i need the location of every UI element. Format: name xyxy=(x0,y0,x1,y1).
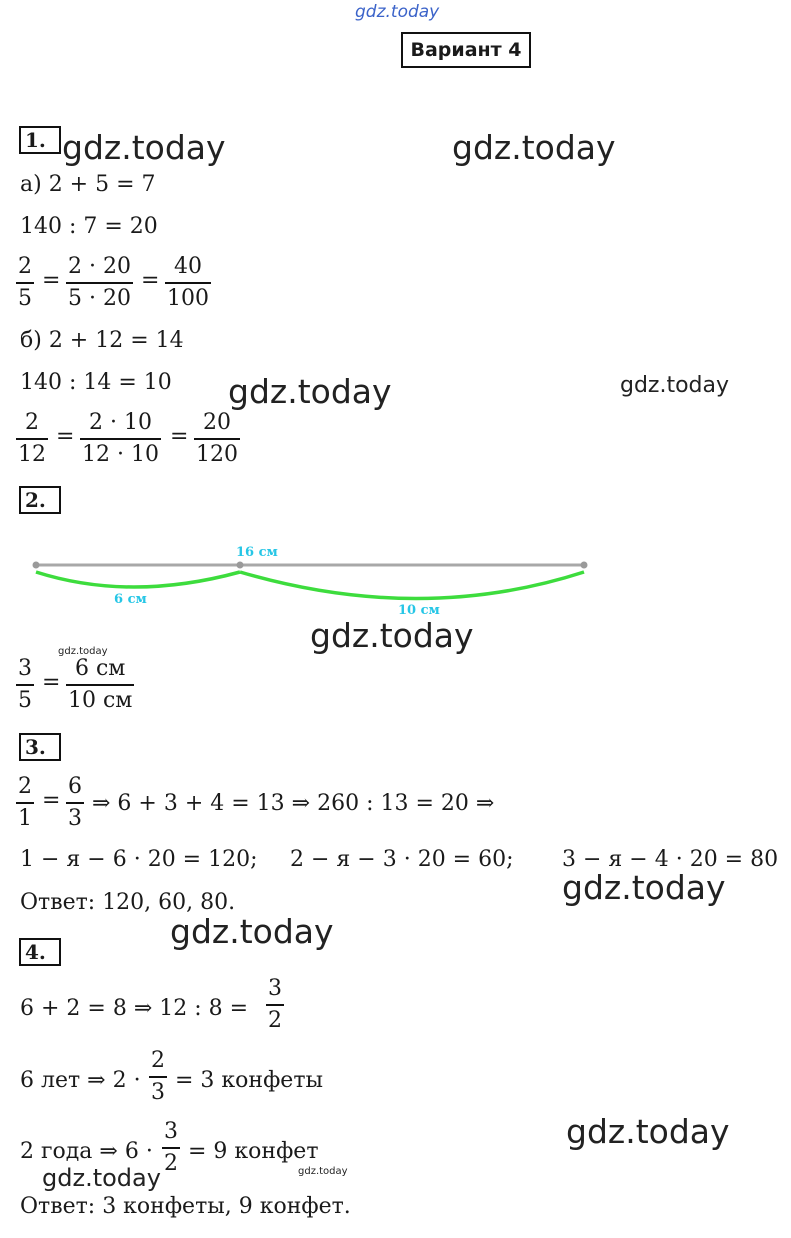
watermark: gdz.today xyxy=(310,616,474,655)
equals-sign: = xyxy=(170,424,189,449)
numerator: 2 xyxy=(18,254,32,279)
label-total: 16 см xyxy=(236,545,278,560)
numerator: 2 · 20 xyxy=(68,254,131,279)
watermark: gdz.today xyxy=(228,372,392,411)
task-1b-fraction-3 xyxy=(194,412,240,466)
task-1a-fraction-2 xyxy=(66,256,133,310)
numerator: 2 xyxy=(25,410,39,435)
variant-title: Вариант 4 xyxy=(401,32,531,68)
task-1b-division: 140 : 14 = 10 xyxy=(20,370,172,395)
denominator: 5 xyxy=(16,282,34,310)
denominator: 120 xyxy=(194,438,240,466)
task-3-number: 3. xyxy=(19,733,61,761)
denominator: 2 xyxy=(266,1004,284,1032)
task-1b-fraction-1 xyxy=(16,412,48,466)
task-1a-fraction-1 xyxy=(16,256,34,310)
task-1b-fraction-2 xyxy=(80,412,161,466)
watermark: gdz.today xyxy=(562,868,726,907)
task-3-part-1: 1 − я − 6 · 20 = 120; xyxy=(20,847,258,872)
equals-sign: = xyxy=(56,424,75,449)
watermark: gdz.today xyxy=(58,646,108,657)
task-1b-sum: б) 2 + 12 = 14 xyxy=(20,328,184,353)
watermark: gdz.today xyxy=(42,1164,161,1192)
task-4-line-2-pre: 6 лет ⇒ 2 · xyxy=(20,1068,141,1093)
task-3-fraction-1 xyxy=(16,776,34,830)
watermark: gdz.today xyxy=(620,373,730,398)
denominator: 2 xyxy=(162,1147,180,1175)
task-4-line-3-pre: 2 года ⇒ 6 · xyxy=(20,1139,153,1164)
task-4-answer: Ответ: 3 конфеты, 9 конфет. xyxy=(20,1194,351,1219)
task-2-fraction-1 xyxy=(16,658,34,712)
numerator: 6 xyxy=(68,774,82,799)
numerator: 2 · 10 xyxy=(88,410,152,435)
denominator: 10 см xyxy=(66,684,134,712)
denominator: 12 · 10 xyxy=(80,438,161,466)
segment-endpoint xyxy=(33,562,40,569)
numerator: 3 xyxy=(268,976,282,1001)
task-4-line-1-fraction xyxy=(266,978,284,1032)
task-4-number: 4. xyxy=(19,938,61,966)
task-2-number: 2. xyxy=(19,486,61,514)
arc-right xyxy=(240,572,584,599)
task-3-part-3: 3 − я − 4 · 20 = 80 xyxy=(562,847,779,872)
label-right: 10 см xyxy=(398,603,440,618)
task-4-line-3-fraction xyxy=(162,1121,180,1175)
numerator: 6 см xyxy=(74,656,126,681)
task-2-fraction-2 xyxy=(66,658,134,712)
label-left: 6 см xyxy=(114,592,147,607)
numerator: 20 xyxy=(203,410,231,435)
task-3-part-2: 2 − я − 3 · 20 = 60; xyxy=(290,847,514,872)
task-4-line-3-post: = 9 конфет xyxy=(188,1139,319,1164)
equals-sign: = xyxy=(42,788,61,813)
task-3-fraction-2 xyxy=(66,776,84,830)
segment-endpoint xyxy=(581,562,588,569)
numerator: 40 xyxy=(174,254,202,279)
equals-sign: = xyxy=(141,268,160,293)
denominator: 5 · 20 xyxy=(66,282,133,310)
denominator: 12 xyxy=(16,438,48,466)
task-4-line-1: 6 + 2 = 8 ⇒ 12 : 8 = xyxy=(20,996,249,1021)
denominator: 1 xyxy=(16,802,34,830)
numerator: 3 xyxy=(164,1119,178,1144)
task-1-number: 1. xyxy=(19,126,61,154)
equals-sign: = xyxy=(42,670,61,695)
watermark: gdz.today xyxy=(170,912,334,951)
numerator: 2 xyxy=(18,774,32,799)
watermark: gdz.today xyxy=(62,128,226,167)
watermark: gdz.today xyxy=(452,128,616,167)
denominator: 3 xyxy=(66,802,84,830)
numerator: 3 xyxy=(18,656,32,681)
header-logo: gdz.today xyxy=(355,2,440,22)
segment-point xyxy=(237,562,244,569)
task-1a-fraction-3 xyxy=(165,256,211,310)
task-1a-division: 140 : 7 = 20 xyxy=(20,214,158,239)
task-1a-sum: а) 2 + 5 = 7 xyxy=(20,172,156,197)
equals-sign: = xyxy=(42,268,61,293)
task-4-line-2-post: = 3 конфеты xyxy=(175,1068,323,1093)
watermark: gdz.today xyxy=(566,1112,730,1151)
numerator: 2 xyxy=(151,1048,165,1073)
segment-diagram xyxy=(0,530,791,620)
denominator: 100 xyxy=(165,282,211,310)
denominator: 5 xyxy=(16,684,34,712)
task-3-chain: ⇒ 6 + 3 + 4 = 13 ⇒ 260 : 13 = 20 ⇒ xyxy=(92,791,495,816)
watermark: gdz.today xyxy=(298,1166,348,1177)
task-4-line-2-fraction xyxy=(149,1050,167,1104)
denominator: 3 xyxy=(149,1076,167,1104)
task-3-answer: Ответ: 120, 60, 80. xyxy=(20,890,236,915)
arc-left xyxy=(36,572,240,587)
